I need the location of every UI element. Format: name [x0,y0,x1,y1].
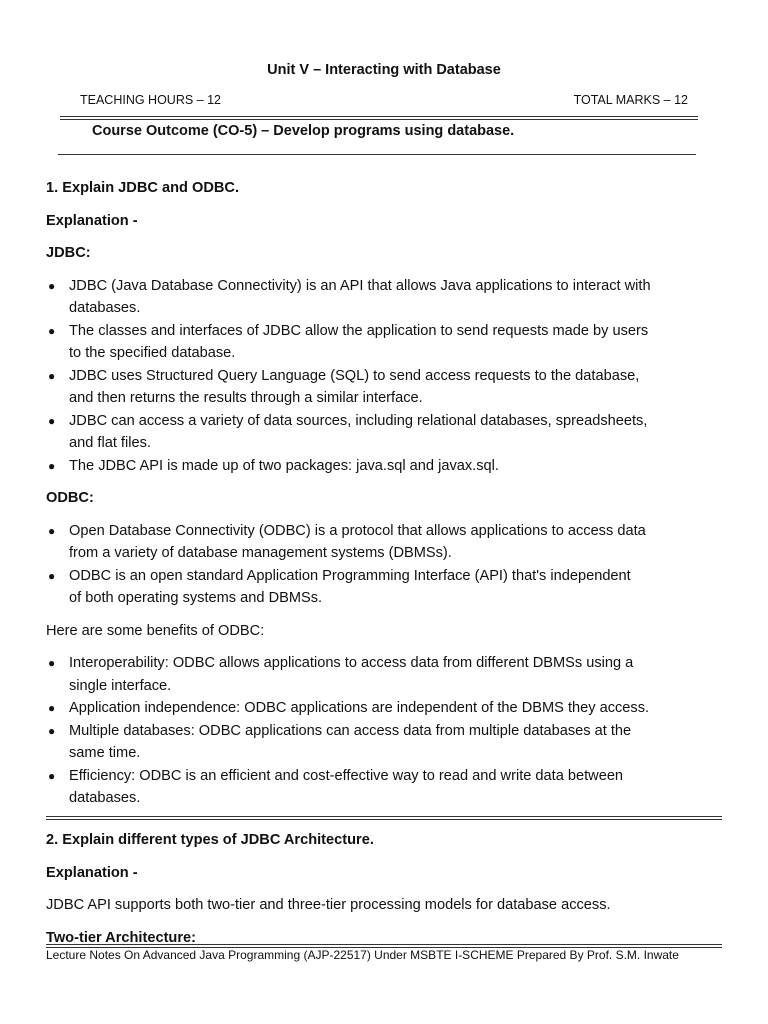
list-item: ● Interoperability: ODBC allows applications to access data from different DBMSs using a single interface. [46,652,726,697]
bullet-icon: ● [48,768,56,783]
list-item: ● JDBC uses Structured Query Language (SQL) to send access requests to the database, and then returns the results through a similar interface. [46,365,726,410]
section-divider [46,816,722,820]
q2-intro: JDBC API supports both two-tier and three-tier processing models for database access. [46,897,611,913]
bullet-icon: ● [48,368,56,383]
header-divider-top [60,116,698,120]
list-item: ● JDBC (Java Database Connectivity) is an API that allows Java applications to interact with databases. [46,275,726,320]
odbc-heading: ODBC: [46,490,94,506]
list-item: ● JDBC can access a variety of data sources, including relational databases, spreadsheets, and flat files. [46,410,726,455]
unit-title: Unit V – Interacting with Database [267,62,501,78]
list-item: ● The JDBC API is made up of two packages: java.sql and javax.sql. [46,455,726,478]
benefits-list [46,652,726,810]
list-item: ● ODBC is an open standard Application Programming Interface (API) that's independent of both operating systems and DBMSs. [46,565,726,610]
course-outcome: Course Outcome (CO-5) – Develop programs using database. [92,123,515,139]
odbc-list [46,520,726,610]
header-divider-bottom [58,154,696,155]
bullet-icon: ● [48,656,56,670]
q2-explanation-label: Explanation - [46,864,138,881]
bullet-icon: ● [48,458,56,473]
footer-text: Lecture Notes On Advanced Java Programming (AJP-22517) Under MSBTE I-SCHEME Prepared By Prof. S.M. Inwate [46,948,679,962]
list-item: ● Efficiency: ODBC is an efficient and cost-effective way to read and write data between databases. [46,765,726,810]
list-item: ● Application independence: ODBC applications are independent of the DBMS they access. [46,697,726,720]
benefits-intro: Here are some benefits of ODBC: [46,622,265,639]
jdbc-heading: JDBC: [46,245,91,261]
teaching-hours: TEACHING HOURS – 12 [80,93,222,107]
question-1: 1. Explain JDBC and ODBC. [46,180,239,196]
total-marks: TOTAL MARKS – 12 [573,93,688,107]
list-item: ● The classes and interfaces of JDBC allow the application to send requests made by users to the specified database. [46,320,726,365]
list-item: ● Open Database Connectivity (ODBC) is a protocol that allows applications to access data from a variety of database management systems (DBMSs). [46,520,726,565]
document-body [46,177,726,810]
bullet-icon: ● [48,723,56,738]
bullet-icon: ● [48,568,56,583]
question-2: 2. Explain different types of JDBC Architecture. [46,832,374,848]
bullet-icon: ● [48,278,56,293]
bullet-icon: ● [48,413,56,428]
q1-explanation-label: Explanation - [46,212,138,229]
two-tier-heading: Two-tier Architecture: [46,929,197,946]
question-2-block [46,829,726,949]
jdbc-list [46,275,726,478]
bullet-icon: ● [48,701,56,715]
list-item: ● Multiple databases: ODBC applications can access data from multiple databases at the same time. [46,720,726,765]
bullet-icon: ● [48,523,56,538]
bullet-icon: ● [48,323,56,338]
